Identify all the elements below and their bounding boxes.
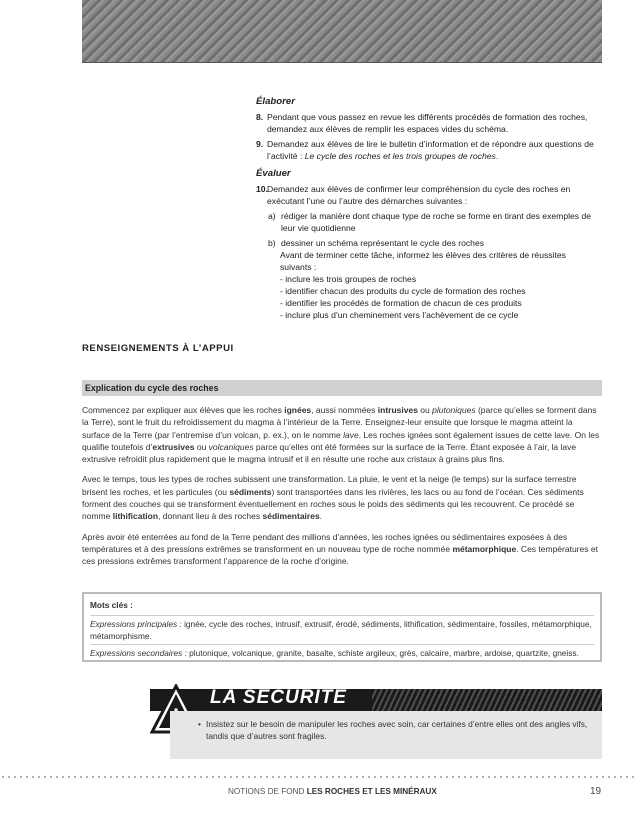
criteria-item: - inclure plus d’un cheminement vers l’achèvement de ce cycle — [280, 310, 519, 320]
safety-item — [198, 718, 590, 742]
option-label: b) — [268, 238, 276, 248]
option-text: rédiger la manière dont chaque type de roche se forme en tirant des exemples de leur vie quotidienne — [281, 211, 592, 233]
body-text — [82, 404, 602, 576]
safety-box — [170, 711, 602, 759]
criteria-item: - identifier chacun des produits du cycle de formation des roches — [280, 286, 526, 296]
elaborer-heading: Élaborer — [256, 96, 295, 107]
paragraph: Commencez par expliquer aux élèves que les roches ignées, aussi nommées intrusives ou plutoniques (parce qu’elles se forment dans la Terre), sont le fruit du refroidissement du magma à l’intérieur de la Terre. Enseignez-leur ensuite que lorsque le magma atteint la surface de la Terre (par l’entremise d’un volcan, p. ex.), on le nomme lave. Les roches ignées sont également issues de cette lave. On les qualifie toutefois d’extrusives ou volcaniques parce qu’elles ont été formées sur la surface de la Terre. Étant exposée à l’air, la lave extrusive refroidit plus rapidement que le magma intrusif et il en résulte une roche aux cristaux à grains plus fins. — [82, 405, 600, 465]
paragraph: Après avoir été enterrées au fond de la Terre pendant des millions d’années, les roches ignées ou sédimentaires exposées à des températures et à des pressions extrêmes se transforment en un nouveau type de roche nommée métamorphique. Ces températures et ces pressions extrêmes transforment l’apparence de la roche d’origine. — [82, 531, 598, 567]
step-10 — [256, 183, 596, 207]
criteria-item: - identifier les procédés de formation de chacun de ces produits — [280, 298, 522, 308]
footer-divider — [0, 776, 638, 778]
keywords-title: Mots clés : — [90, 600, 133, 610]
footer-label: NOTIONS DE FOND — [228, 787, 305, 796]
evaluer-heading: Évaluer — [256, 168, 291, 179]
safety-text: Insistez sur le besoin de manipuler les roches avec soin, car certaines d’entre elles ont des angles vifs, tandis que d’autres sont fragiles. — [206, 719, 588, 741]
activity-steps — [256, 96, 596, 321]
step-number: 8. — [256, 112, 264, 122]
criteria-intro: Avant de terminer cette tâche, informez les élèves des critères de réussites suivants : — [280, 250, 566, 272]
safety-banner-pattern — [372, 689, 602, 711]
option-text: dessiner un schéma représentant le cycle des roches — [281, 238, 485, 248]
keywords-secondary: Expressions secondaires : plutonique, volcanique, granite, basalte, schiste argileux, grès, calcaire, marbre, ardoise, quartzite, gneiss. — [90, 644, 594, 661]
decorative-header-band — [82, 0, 602, 63]
step-8 — [256, 111, 596, 135]
section-title: RENSEIGNEMENTS À L’APPUI — [82, 343, 234, 354]
step-number: 9. — [256, 139, 264, 149]
footer-title: LES ROCHES ET LES MINÉRAUX — [306, 787, 437, 796]
safety-title: LA SÉCURITÉ — [210, 687, 347, 708]
keywords-box — [82, 592, 602, 662]
keywords-principal: Expressions principales : ignée, cycle des roches, intrusif, extrusif, érodé, sédiments, lithification, sédimentaire, fossiles, métamorphique, métamorphisme. — [90, 615, 594, 644]
option-a — [268, 210, 596, 234]
step-text: Demandez aux élèves de lire le bulletin d’information et de répondre aux questions de l’activité : Le cycle des roches et les trois groupes de roches. — [267, 139, 594, 161]
activity-title: Le cycle des roches et les trois groupes de roches — [304, 151, 496, 161]
footer — [228, 787, 437, 796]
step-text: Demandez aux élèves de confirmer leur compréhension du cycle des roches en exécutant l’une ou l’autre des démarches suivantes : — [267, 184, 571, 206]
step-9 — [256, 138, 596, 162]
option-b — [268, 237, 596, 249]
bullet: • — [198, 719, 201, 729]
step-number: 10. — [256, 184, 268, 194]
subsection-title: Explication du cycle des roches — [82, 380, 602, 396]
page-number: 19 — [590, 786, 602, 797]
option-label: a) — [268, 211, 276, 221]
paragraph: Avec le temps, tous les types de roches subissent une transformation. La pluie, le vent et la neige (le temps) sur la surface terrestre brisent les roches, et les particules (ou sédiments) sont transportées dans les rivières, les lacs ou au fond de l’océan. Ces sédiments forment des couches qui se transforment éventuellement en roches sous le poids des sédiments qui les recouvrent. Ce procédé se nomme lithification, donnant lieu à des roches sédimentaires. — [82, 474, 584, 522]
step-text: Pendant que vous passez en revue les différents procédés de formation des roches, demandez aux élèves de remplir les espaces vides du schéma. — [267, 112, 588, 134]
criteria-item: - inclure les trois groupes de roches — [280, 274, 417, 284]
